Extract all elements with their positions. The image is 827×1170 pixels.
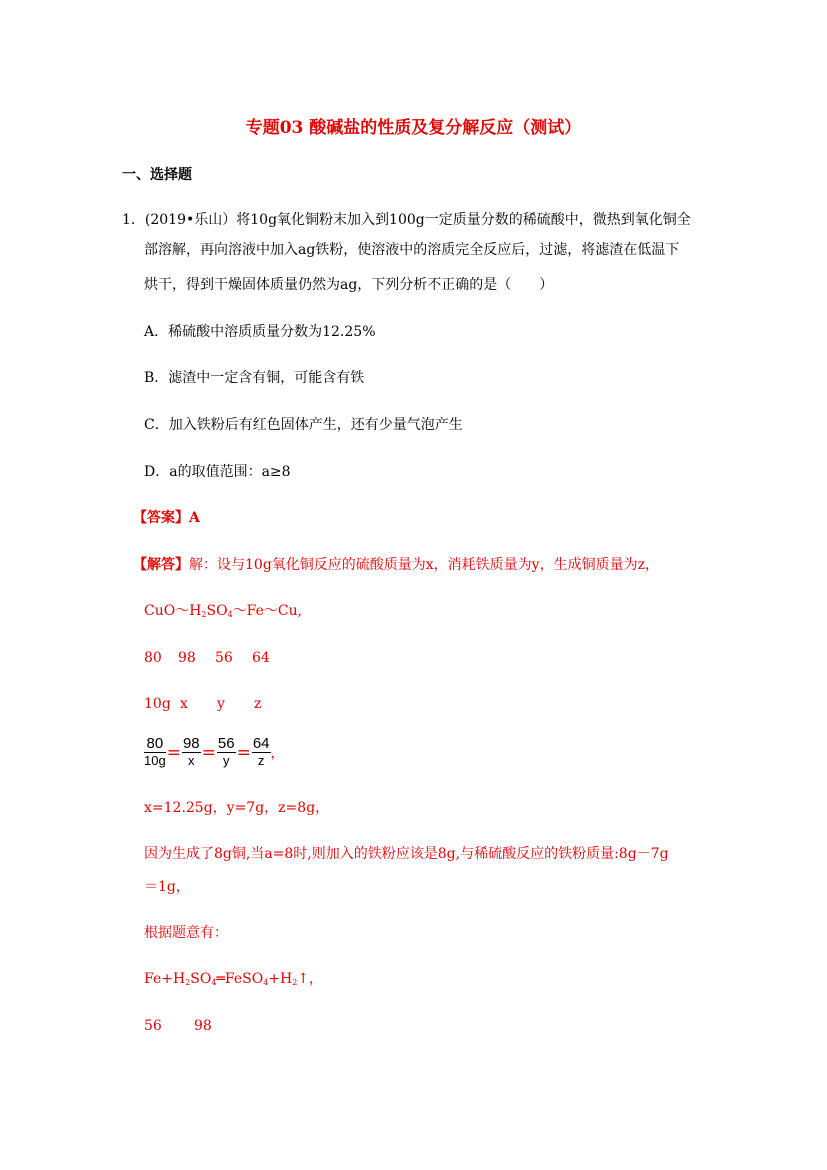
fraction-denominator: z	[257, 753, 265, 768]
solution-tag: 【解答】	[133, 557, 189, 573]
fraction	[217, 736, 236, 769]
mass-value: 56	[144, 1018, 162, 1034]
equation-part: SO	[190, 971, 212, 987]
according-line: 根据题意有：	[144, 925, 228, 941]
reason-line-1: 因为生成了8g铜,当a=8时,则加入的铁粉应该是8g,与稀硫酸反应的铁粉质量:8g－7g	[144, 846, 669, 862]
var-value: 10g	[144, 696, 171, 712]
option-c: C．加入铁粉后有红色固体产生，还有少量气泡产生	[144, 417, 463, 433]
equals-sign: =	[236, 742, 251, 763]
equation-subscript: 2	[292, 978, 298, 987]
equation-part: ↑，	[297, 971, 324, 987]
question-line-1: 1．(2019•乐山）将10g氧化铜粉末加入到100g一定质量分数的稀硫酸中，微热到氧化铜全	[122, 212, 691, 228]
relation-subscript: 2	[201, 610, 207, 619]
fraction-denominator: x	[188, 753, 195, 768]
relation-part: SO	[206, 603, 228, 619]
fraction-numerator: 98	[182, 735, 200, 752]
equals-sign: =	[166, 742, 181, 763]
var-value: x	[180, 696, 188, 712]
fraction-equation	[144, 736, 285, 769]
fraction-numerator: 80	[144, 736, 166, 753]
results-line: x=12.25g，y=7g，z=8g，	[144, 800, 330, 816]
answer-line	[133, 508, 200, 528]
equation-subscript: 4	[211, 978, 217, 987]
equation-part: Fe+H	[144, 971, 186, 987]
mass-value: 98	[178, 650, 196, 666]
page-title: 专题03 酸碱盐的性质及复分解反应（测试）	[245, 118, 582, 138]
mass-value: 98	[194, 1018, 212, 1034]
option-b: B．滤渣中一定含有铜，可能含有铁	[144, 370, 365, 386]
fraction-denominator: y	[222, 753, 230, 768]
fraction-denominator: 10g	[144, 753, 166, 768]
answer-tag: 【答案】	[133, 510, 189, 526]
relation-subscript: 4	[227, 610, 233, 619]
relation-part: CuO～H	[144, 603, 202, 619]
solution-intro-line	[133, 555, 659, 575]
question-line-2: 部溶解，再向溶液中加入ag铁粉，使溶液中的溶质完全反应后，过滤，将滤渣在低温下	[144, 242, 680, 258]
relation-part: ～Fe～Cu,	[232, 603, 303, 619]
question-line-3: 烘干，得到干燥固体质量仍然为ag，下列分析不正确的是（ ）	[144, 277, 554, 293]
section-heading: 一、选择题	[122, 167, 192, 183]
fraction-end: ，	[270, 745, 285, 762]
equation-part: ═FeSO	[216, 971, 264, 987]
relation-line	[144, 601, 302, 625]
var-value: z	[254, 696, 262, 712]
equation-subscript: 2	[185, 978, 191, 987]
equation-subscript: 4	[263, 978, 269, 987]
mass-value: 56	[215, 650, 233, 666]
fraction	[252, 736, 271, 769]
mass-value: 64	[252, 650, 270, 666]
option-d: D．a的取值范围：a≥8	[144, 464, 291, 480]
equation-part: +H	[268, 971, 293, 987]
fraction-numerator: 64	[252, 735, 270, 752]
solution-intro: 解：设与10g氧化铜反应的硫酸质量为x，消耗铁质量为y，生成铜质量为z，	[189, 557, 659, 573]
answer-value: A	[189, 510, 200, 526]
reaction-equation	[144, 969, 323, 993]
var-value: y	[217, 696, 225, 712]
equals-sign: =	[201, 742, 216, 763]
fraction-numerator: 56	[217, 735, 235, 752]
option-a: A．稀硫酸中溶质质量分数为12.25%	[144, 324, 376, 340]
fraction	[182, 736, 201, 769]
fraction	[144, 736, 166, 769]
reason-line-2: ＝1g，	[144, 879, 190, 895]
mass-value: 80	[144, 650, 162, 666]
